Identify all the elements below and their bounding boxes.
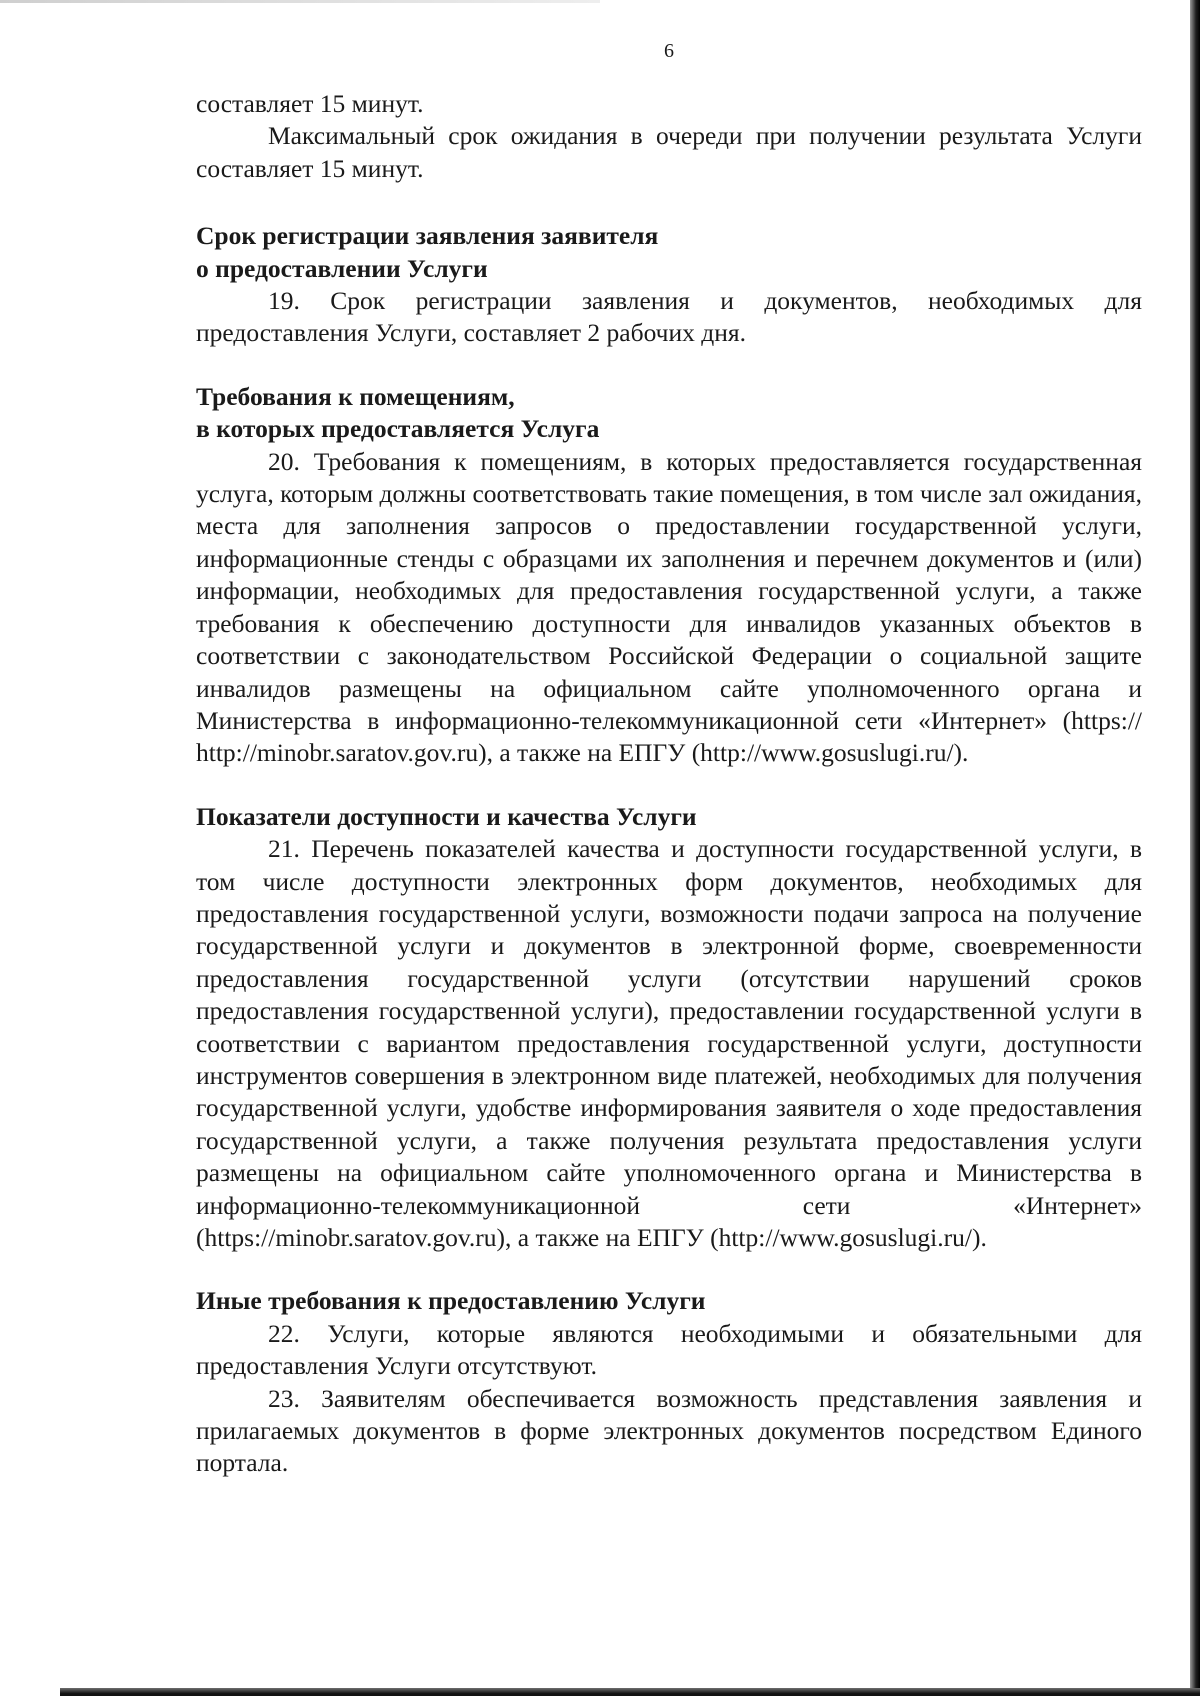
section-heading-other-requirements: Иные требования к предоставлению Услуги [196,1286,706,1316]
paragraph-20: 20. Требования к помещениям, в которых предоставляется государственная услуга, которым должны соответствовать такие помещения, в том числе зал ожидания, места для заполнения запросов о предоставлении государственной услуги, информационные стенды с образцами их заполнения и перечнем документов и (или) информации, необходимых для предоставления государственной услуги, а также требования к обеспечению доступности для инвалидов указанных объектов в соответствии с законодательством Российской Федерации о социальной защите инвалидов размещены на официальном сайте уполномоченного органа и Министерства в информационно-телекоммуникационной сети «Интернет» (https:// http://minobr.saratov.gov.ru), а также на ЕПГУ (http://www.gosuslugi.ru/). [196,446,1142,768]
paragraph-22: 22. Услуги, которые являются необходимыми и обязательными для предоставления Услуги отсутствуют. [196,1318,1142,1381]
paragraph-continuation: составляет 15 минут. [196,89,424,118]
scan-right-edge [1190,0,1200,1696]
paragraph-max-wait: Максимальный срок ожидания в очереди при получении результата Услуги составляет 15 минут. [196,121,1142,183]
page-number: 6 [664,40,674,62]
section-heading-registration-line1: Срок регистрации заявления заявителя [196,221,659,251]
paragraph-21: 21. Перечень показателей качества и доступности государственной услуги, в том числе доступности электронных форм документов, необходимых для предоставления государственной услуги, возможности подачи запроса на получение государственной услуги и документов в электронной форме, своевременности предоставления государственной услуги (отсутствии нарушений сроков предоставления государственной услуги), предоставлении государственной услуги в соответствии с вариантом предоставления государственной услуги, доступности инструментов совершения в электронном виде платежей, необходимых для получения государственной услуги, удобстве информирования заявителя о ходе предоставления государственной услуги, а также получения результата предоставления услуги размещены на официальном сайте уполномоченного органа и Министерства в информационно-телекоммуникационной сети «Интернет» (https://minobr.saratov.gov.ru), а также на ЕПГУ (http://www.gosuslugi.ru/). [196,834,1142,1252]
section-heading-premises-line2: в которых предоставляется Услуга [196,414,600,444]
section-heading-registration-line2: о предоставлении Услуги [196,253,488,283]
section-heading-accessibility: Показатели доступности и качества Услуги [196,801,697,831]
section-heading-premises-line1: Требования к помещениям, [196,381,515,411]
scan-bottom-edge [60,1688,1200,1696]
paragraph-19: 19. Срок регистрации заявления и документов, необходимых для предоставления Услуги, составляет 2 рабочих дня. [196,286,1142,348]
paragraph-23: 23. Заявителям обеспечивается возможность представления заявления и прилагаемых документов в форме электронных документов посредством Единого портала. [196,1383,1142,1478]
page-content [196,88,1142,1480]
scan-top-edge [0,0,600,3]
